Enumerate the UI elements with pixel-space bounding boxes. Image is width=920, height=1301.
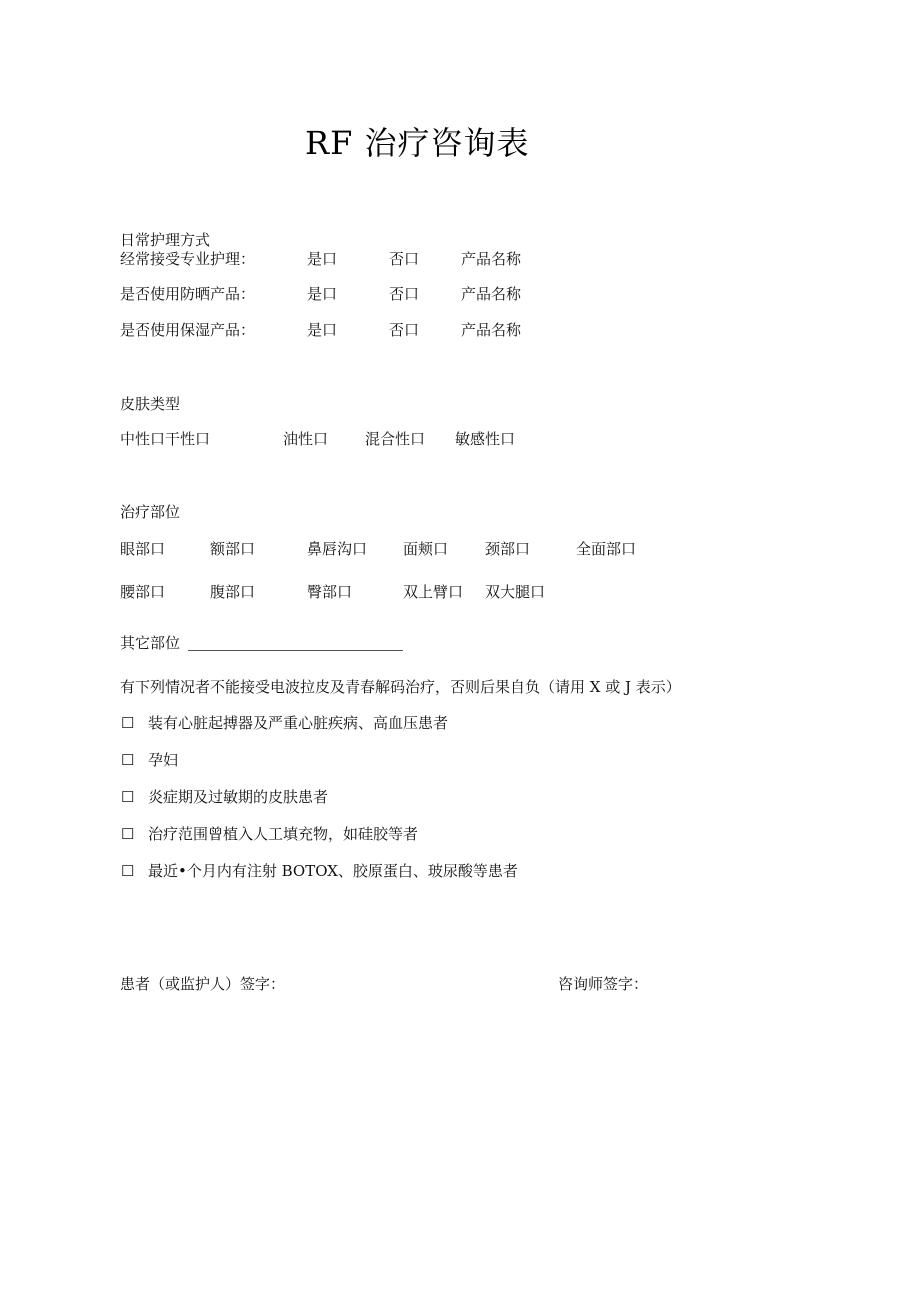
area-option[interactable]: 双上臂口 [403, 583, 464, 601]
checkbox-icon[interactable]: ☐ [121, 788, 135, 806]
care-no-checkbox[interactable]: 否口 [389, 285, 420, 303]
other-area-label: 其它部位 [120, 634, 181, 652]
consultant-signature-label: 咨询师签字： [558, 975, 649, 993]
care-product-label: 产品名称 [461, 321, 522, 339]
checkbox-icon[interactable]: ☐ [121, 751, 135, 769]
area-option[interactable]: 眼部口 [120, 540, 166, 558]
checkbox-icon[interactable]: ☐ [121, 862, 135, 880]
area-option[interactable]: 额部口 [210, 540, 256, 558]
area-option[interactable]: 腹部口 [210, 583, 256, 601]
area-heading: 治疗部位 [120, 503, 181, 521]
skin-option[interactable]: 敏感性口 [455, 430, 516, 448]
area-option[interactable]: 面颊口 [403, 540, 449, 558]
care-product-label: 产品名称 [461, 250, 522, 268]
skin-heading: 皮肤类型 [120, 395, 181, 413]
contraindication-intro: 有下列情况者不能接受电波拉皮及青春解码治疗，否则后果自负（请用 X 或 J 表示） [120, 678, 681, 696]
contraindication-text: 装有心脏起搏器及严重心脏疾病、高血压患者 [148, 714, 449, 732]
care-heading: 日常护理方式 [120, 231, 211, 249]
area-option[interactable]: 全面部口 [576, 540, 637, 558]
contraindication-text: 孕妇 [148, 751, 179, 769]
area-option[interactable]: 鼻唇沟口 [307, 540, 368, 558]
area-option[interactable]: 臀部口 [307, 583, 353, 601]
area-option[interactable]: 颈部口 [485, 540, 531, 558]
contraindication-text: 治疗范围曾植入人工填充物，如硅胶等者 [148, 825, 419, 843]
care-row-label: 是否使用保湿产品： [120, 321, 256, 339]
skin-option[interactable]: 油性口 [283, 430, 329, 448]
contraindication-text: 最近•个月内有注射 BOTOX、胶原蛋白、玻尿酸等患者 [148, 862, 518, 880]
care-row-label: 是否使用防晒产品： [120, 285, 256, 303]
other-area-field[interactable] [188, 650, 403, 651]
area-option[interactable]: 双大腿口 [485, 583, 546, 601]
area-option[interactable]: 腰部口 [120, 583, 166, 601]
care-no-checkbox[interactable]: 否口 [389, 321, 420, 339]
care-yes-checkbox[interactable]: 是口 [307, 321, 338, 339]
page-title: RF 治疗咨询表 [305, 124, 530, 162]
care-product-label: 产品名称 [461, 285, 522, 303]
care-no-checkbox[interactable]: 否口 [389, 250, 420, 268]
skin-option[interactable]: 中性口干性口 [120, 430, 211, 448]
care-yes-checkbox[interactable]: 是口 [307, 285, 338, 303]
skin-option[interactable]: 混合性口 [365, 430, 426, 448]
care-yes-checkbox[interactable]: 是口 [307, 250, 338, 268]
contraindication-text: 炎症期及过敏期的皮肤患者 [148, 788, 329, 806]
checkbox-icon[interactable]: ☐ [121, 714, 135, 732]
care-row-label: 经常接受专业护理： [120, 250, 256, 268]
checkbox-icon[interactable]: ☐ [121, 825, 135, 843]
patient-signature-label: 患者（或监护人）签字： [120, 975, 286, 993]
